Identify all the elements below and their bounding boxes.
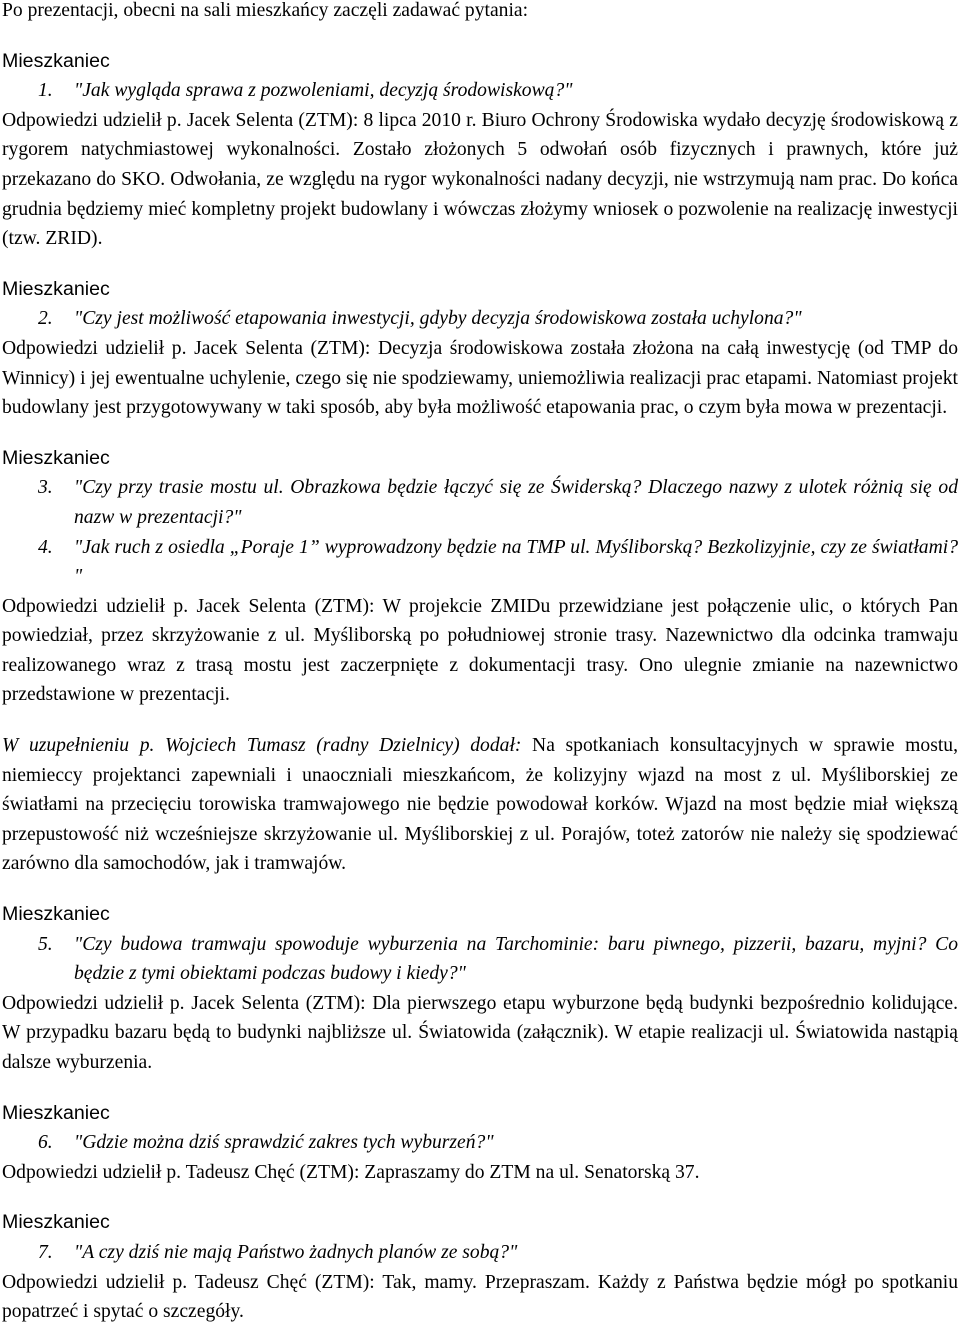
question-4 <box>2 533 958 592</box>
question-text: "Gdzie można dziś sprawdzić zakres tych wyburzeń?" <box>74 1132 494 1154</box>
question-number: 3. <box>38 477 53 499</box>
question-text: "Jak wygląda sprawa z pozwoleniami, decyzją środowiskową?" <box>74 80 573 102</box>
question-2 <box>2 304 958 334</box>
question-7 <box>2 1238 958 1268</box>
supplement-text: Na spotkaniach konsultacyjnych w sprawie mostu, niemieccy projektanci zapewniali i unaoczniali mieszkańcom, że kolizyjny wjazd na most z ul. Myśliborskiej ze światłami na przecięciu torowiska tramwajowego nie będzie powodował korków. Wjazd na most będzie miał większą przepustowość niż wcześniejsze skrzyżowanie ul. Myśliborskiej z ul. Porajów, toteż zatorów nie należy się spodziewać zarówno dla samochodów, jak i tramwajów. <box>2 735 958 875</box>
question-text: "A czy dziś nie mają Państwo żadnych planów ze sobą?" <box>74 1241 518 1263</box>
speaker-label: Mieszkaniec <box>2 1211 110 1234</box>
supplement-section <box>2 731 958 879</box>
question-text: "Czy przy trasie mostu ul. Obrazkowa będzie łączyć się ze Świderską? Dlaczego nazwy z ulotek różnią się od nazw w prezentacji?" <box>74 477 958 528</box>
answer-6: Odpowiedzi udzielił p. Tadeusz Chęć (ZTM): Zapraszamy do ZTM na ul. Senatorską 37. <box>2 1161 700 1183</box>
qa-section-2 <box>2 275 958 423</box>
question-number: 7. <box>38 1241 53 1263</box>
intro-paragraph: Po prezentacji, obecni na sali mieszkańcy zaczęli zadawać pytania: <box>2 0 529 21</box>
question-text: "Czy jest możliwość etapowania inwestycji, gdyby decyzja środowiskowa została uchylona?" <box>74 308 802 330</box>
answer-2: Odpowiedzi udzielił p. Jacek Selenta (ZTM): Decyzja środowiskowa została złożona na całą inwestycję (od TMP do Winnicy) i jej ewentualne uchylenie, czego się nie spodziewamy, uniemożliwia realizacji prac etapami. Natomiast projekt budowlany jest przygotowywany w taki sposób, aby była możliwość etapowania prac, o czym była mowa w prezentacji. <box>2 337 958 419</box>
qa-section-7 <box>2 1208 958 1326</box>
supplement-lead: W uzupełnieniu p. Wojciech Tumasz (radny Dzielnicy) dodał: <box>2 735 522 757</box>
question-number: 5. <box>38 933 53 955</box>
speaker-label: Mieszkaniec <box>2 49 110 72</box>
qa-section-6 <box>2 1099 958 1188</box>
question-number: 6. <box>38 1132 53 1154</box>
answer-1: Odpowiedzi udzielił p. Jacek Selenta (ZTM): 8 lipca 2010 r. Biuro Ochrony Środowiska wydało decyzję środowiskową z rygorem natychmiastowej wykonalności. Zostało złożonych 5 odwołań osób fizycznych i prawnych, które już przekazano do SKO. Odwołania, ze względu na rygor wykonalności nadany decyzji, nie wstrzymują nam prac. Do końca grudnia będziemy mieć kompletny projekt budowlany i wówczas złożymy wniosek o pozwolenie na realizację inwestycji (tzw. ZRID). <box>2 109 958 250</box>
question-text: "Czy budowa tramwaju spowoduje wyburzenia na Tarchominie: baru piwnego, pizzerii, bazaru, myjni? Co będzie z tymi obiektami podczas budowy i kiedy?" <box>74 933 958 985</box>
speaker-label: Mieszkaniec <box>2 277 110 300</box>
question-3 <box>2 473 958 532</box>
answer-7: Odpowiedzi udzielił p. Tadeusz Chęć (ZTM): Tak, mamy. Przepraszam. Każdy z Państwa będzie mógł po spotkaniu popatrzeć i spytać o szczegóły. <box>2 1271 958 1323</box>
question-6 <box>2 1128 958 1158</box>
qa-section-1 <box>2 47 958 254</box>
answer-5: Odpowiedzi udzielił p. Jacek Selenta (ZTM): Dla pierwszego etapu wyburzone będą budynki bezpośrednio kolidujące. W przypadku bazaru będą to budynki najbliższe ul. Światowida (załącznik). W etapie realizacji ul. Światowida nastąpią dalsze wyburzenia. <box>2 992 958 1073</box>
answer-3-4: Odpowiedzi udzielił p. Jacek Selenta (ZTM): W projekcie ZMIDu przewidziane jest połączenie ulic, o których Pan powiedział, przez skrzyżowanie z ul. Myśliborską po południowej stronie trasy. Nazewnictwo dla odcinka tramwaju realizowanego wraz z trasą mostu jest zaczerpnięte z dokumentacji trasy. Ono ulegnie zmianie na nazewnictwo przedstawione w prezentacji. <box>2 595 958 706</box>
question-number: 2. <box>38 308 53 330</box>
question-number: 1. <box>38 80 53 102</box>
supplement-paragraph <box>2 731 958 879</box>
qa-section-3 <box>2 444 958 710</box>
question-5 <box>2 930 958 989</box>
question-1 <box>2 76 958 106</box>
question-number: 4. <box>38 536 53 558</box>
speaker-label: Mieszkaniec <box>2 903 110 926</box>
question-text: "Jak ruch z osiedla „Poraje 1” wyprowadzony będzie na TMP ul. Myśliborską? Bezkolizyjnie, czy ze światłami? " <box>74 536 958 588</box>
speaker-label: Mieszkaniec <box>2 1101 110 1124</box>
speaker-label: Mieszkaniec <box>2 446 110 469</box>
qa-section-5 <box>2 900 958 1078</box>
